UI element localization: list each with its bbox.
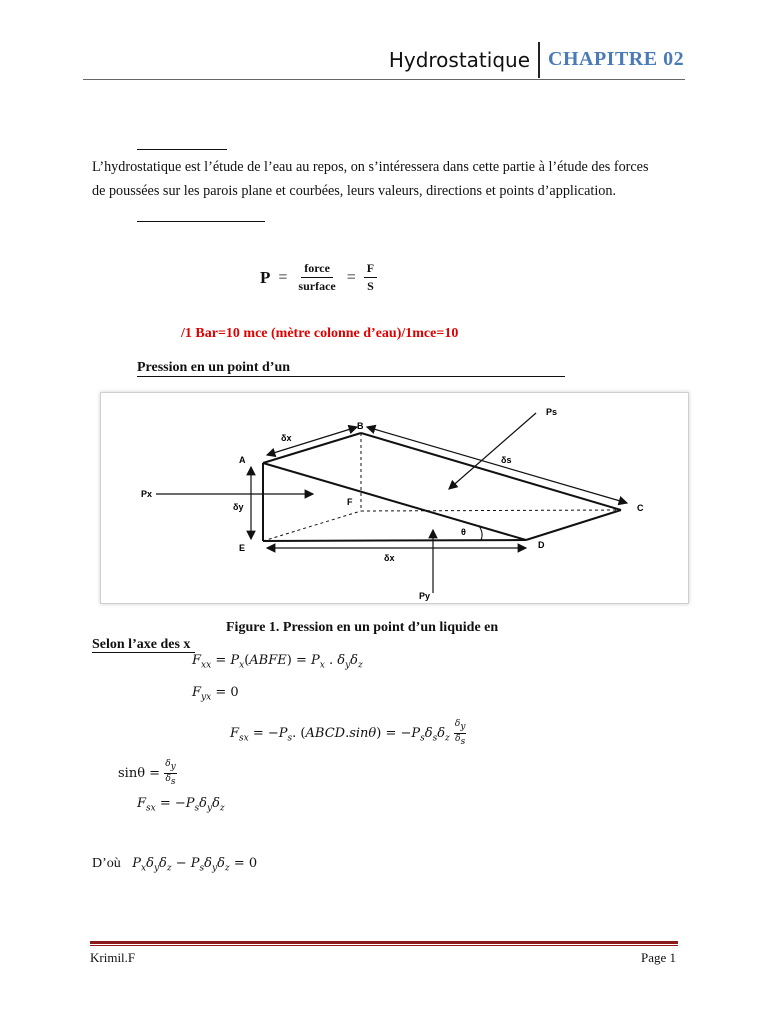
equation-sin-theta: sinθ = $\frac{\delta_y}{\delta_s}$ bbox=[118, 759, 176, 787]
equation-fyx: $F_{yx} = 0$ bbox=[192, 685, 239, 703]
formula-fraction-words bbox=[295, 262, 338, 293]
equation-fsx-expanded: $F_{sx} = -P_s$. (ABCD.sinθ) = $-P_s\delta_s\delta_z$ $\frac{\delta_y}{\delta_s}$ bbox=[230, 719, 466, 747]
edge-ab bbox=[263, 433, 361, 463]
force-ps-arrow bbox=[449, 413, 536, 489]
label-dx-top: δx bbox=[281, 433, 292, 443]
fraction-sin-theta: $\frac{\delta_y}{\delta_s}$ bbox=[165, 759, 176, 787]
formula-den-surface: surface bbox=[298, 279, 336, 294]
label-px: Px bbox=[141, 489, 153, 499]
formula-equals-1: = bbox=[278, 268, 288, 286]
conclusion-prefix: D’où bbox=[92, 856, 121, 871]
units-note: /1 Bar=10 mce (mètre colonne d’eau)/1mce=10 bbox=[181, 326, 459, 341]
formula-den-s: S bbox=[367, 279, 374, 294]
header-chapter: CHAPITRE 02 bbox=[548, 48, 685, 70]
footer-page-number: Page 1 bbox=[640, 950, 676, 965]
header-rule bbox=[83, 79, 685, 80]
label-py: Py bbox=[419, 591, 431, 601]
wedge-diagram bbox=[101, 393, 688, 603]
intro-line-1: L’hydrostatique est l’étude de l’eau au repos, on s’intéressera dans cette partie à l’étude des forces bbox=[92, 159, 649, 175]
figure-frame bbox=[100, 392, 689, 604]
label-f: F bbox=[347, 497, 353, 507]
equation-fsx-simplified: $F_{sx} = -P_s\delta_y\delta_z$ bbox=[137, 796, 225, 814]
equation-conclusion: D’où $P_x\delta_y\delta_z - P_s\delta_y\delta_z = 0$ bbox=[92, 856, 258, 874]
intro-paragraph bbox=[92, 155, 692, 203]
axis-x-title: Selon l’axe des x bbox=[92, 637, 191, 652]
label-c: C bbox=[637, 503, 644, 513]
label-theta: θ bbox=[461, 527, 466, 537]
formula-equals-2: = bbox=[346, 268, 356, 286]
footer-rule-thin bbox=[90, 945, 678, 946]
equation-fxx: $F_{xx}$ = $P_x(ABFE) = P_x$ . $\delta_y\delta_z$ bbox=[192, 653, 363, 671]
sin-theta-prefix: sinθ bbox=[118, 765, 146, 781]
formula-fraction-symbols bbox=[364, 262, 377, 293]
label-ds: δs bbox=[501, 455, 512, 465]
label-dy: δy bbox=[233, 502, 244, 512]
label-e: E bbox=[239, 543, 246, 553]
label-ps: Ps bbox=[546, 407, 558, 417]
edge-ed bbox=[263, 540, 526, 541]
figure-caption: Figure 1. Pression en un point d’un liquide en bbox=[226, 620, 499, 635]
theta-arc bbox=[479, 526, 482, 540]
header-title: Hydrostatique bbox=[388, 48, 530, 72]
heading-underline-2 bbox=[137, 221, 265, 222]
label-b: B bbox=[357, 421, 364, 431]
axis-x-underline bbox=[92, 652, 195, 653]
section-underline bbox=[137, 376, 565, 377]
pressure-formula bbox=[260, 262, 377, 293]
intro-line-2: de poussées sur les parois plane et courbées, leurs valeurs, directions et points d’application. bbox=[92, 183, 617, 199]
section-title: Pression en un point d’un bbox=[137, 360, 291, 375]
edge-ef bbox=[263, 511, 361, 541]
heading-underline-1 bbox=[137, 149, 227, 150]
label-dx-bottom: δx bbox=[384, 553, 395, 563]
footer-rule-thick bbox=[90, 941, 678, 944]
dim-ds bbox=[367, 427, 627, 503]
header-divider bbox=[538, 42, 540, 78]
label-d: D bbox=[538, 540, 545, 550]
formula-num-force: force bbox=[301, 262, 333, 278]
edge-bc bbox=[361, 433, 621, 510]
fraction-dy-ds: $\frac{\delta_y}{\delta_s}$ bbox=[454, 719, 466, 747]
edge-fc bbox=[361, 510, 621, 511]
formula-lhs: P bbox=[260, 267, 271, 287]
formula-num-f: F bbox=[364, 262, 377, 278]
edge-ad bbox=[263, 463, 526, 540]
label-a: A bbox=[239, 455, 246, 465]
footer-author: Krimil.F bbox=[90, 950, 136, 965]
edge-dc bbox=[526, 510, 621, 540]
